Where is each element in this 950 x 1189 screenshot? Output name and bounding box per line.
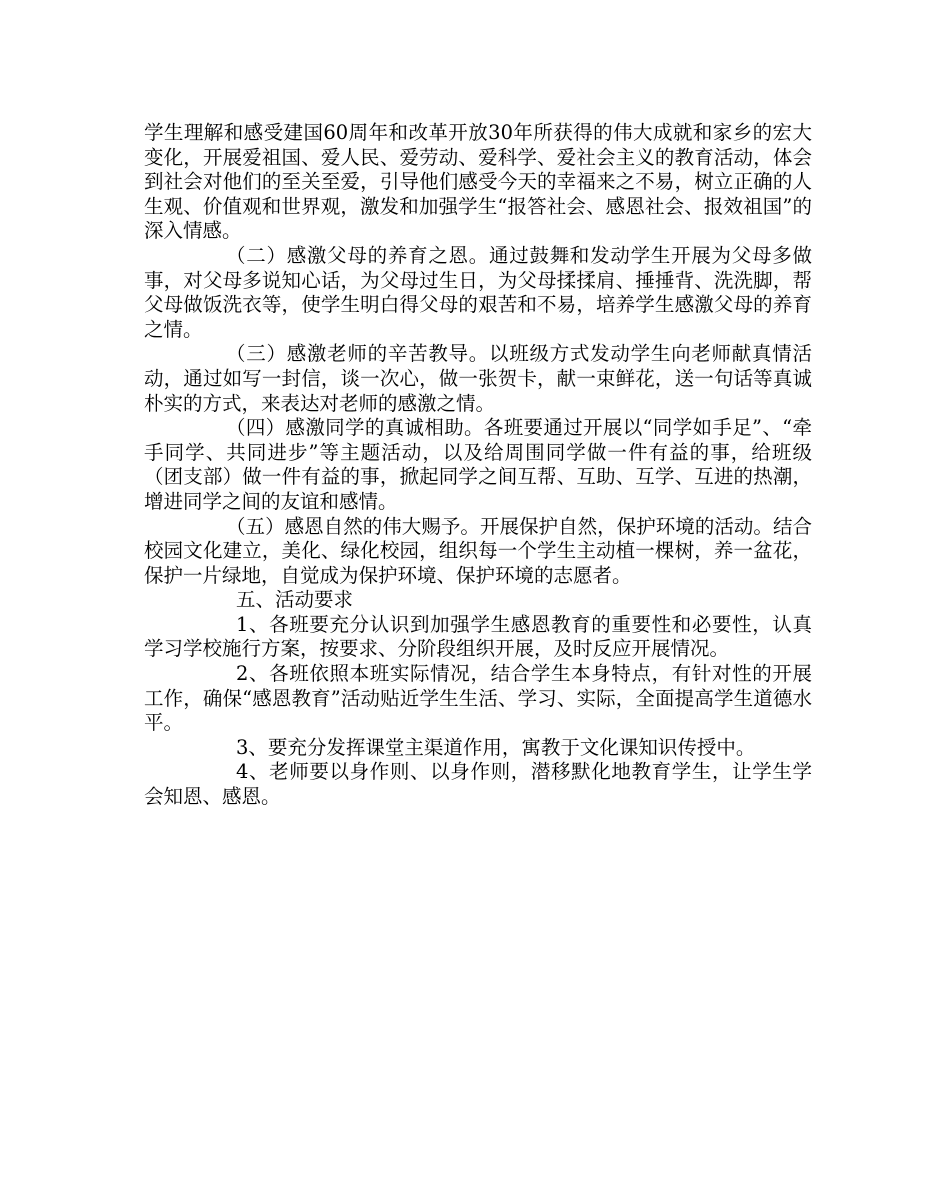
requirement-item-3: 3、要充分发挥课堂主渠道作用，寓教于文化课知识传授中。 xyxy=(236,735,756,759)
paragraph-intro: 学生理解和感受建国60周年和改革开放30年所获得的伟大成就和家乡的宏大变化，开展爱祖国、爱人民、爱劳动、爱科学、爱社会主义的教育活动，体会到社会对他们的至关至爱，引导他们感受今天的幸福来之不易，树立正确的人生观、价值观和世界观，激发和加强学生“报答社会、感恩社会、报效祖国”的深入情感。 xyxy=(144,121,812,243)
paragraph-parents: （二）感激父母的养育之恩。通过鼓舞和发动学生开展为父母多做事，对父母多说知心话，为父母过生日，为父母揉揉肩、捶捶背、洗洗脚，帮父母做饭洗衣等，使学生明白得父母的艰苦和不易，培养学生感激父母的养育之情。 xyxy=(144,243,812,341)
paragraph-teachers: （三）感激老师的辛苦教导。以班级方式发动学生向老师献真情活动，通过如写一封信，谈一次心，做一张贺卡，献一束鲜花，送一句话等真诚朴实的方式，来表达对老师的感激之情。 xyxy=(144,342,812,415)
requirement-item-2: 2、各班依照本班实际情况，结合学生本身特点，有针对性的开展工作，确保“感恩教育”活动贴近学生生活、学习、实际，全面提高学生道德水平。 xyxy=(144,662,812,735)
paragraph-classmates: （四）感激同学的真诚相助。各班要通过开展以“同学如手足”、“牵手同学、共同进步”等主题活动，以及给周围同学做一件有益的事，给班级（团支部）做一件有益的事，掀起同学之间互帮、互助、互学、互进的热潮，增进同学之间的友谊和感情。 xyxy=(144,416,812,513)
paragraph-nature: （五）感恩自然的伟大赐予。开展保护自然，保护环境的活动。结合校园文化建立，美化、绿化校园，组织每一个学生主动植一棵树，养一盆花，保护一片绿地，自觉成为保护环境、保护环境的志愿者。 xyxy=(144,514,812,587)
requirement-item-4: 4、老师要以身作则、以身作则，潜移默化地教育学生，让学生学会知恩、感恩。 xyxy=(144,760,812,809)
requirement-item-1: 1、各班要充分认识到加强学生感恩教育的重要性和必要性，认真学习学校施行方案，按要求、分阶段组织开展，及时反应开展情况。 xyxy=(144,612,812,661)
document-body xyxy=(144,121,812,810)
section-heading-requirements: 五、活动要求 xyxy=(236,588,354,612)
